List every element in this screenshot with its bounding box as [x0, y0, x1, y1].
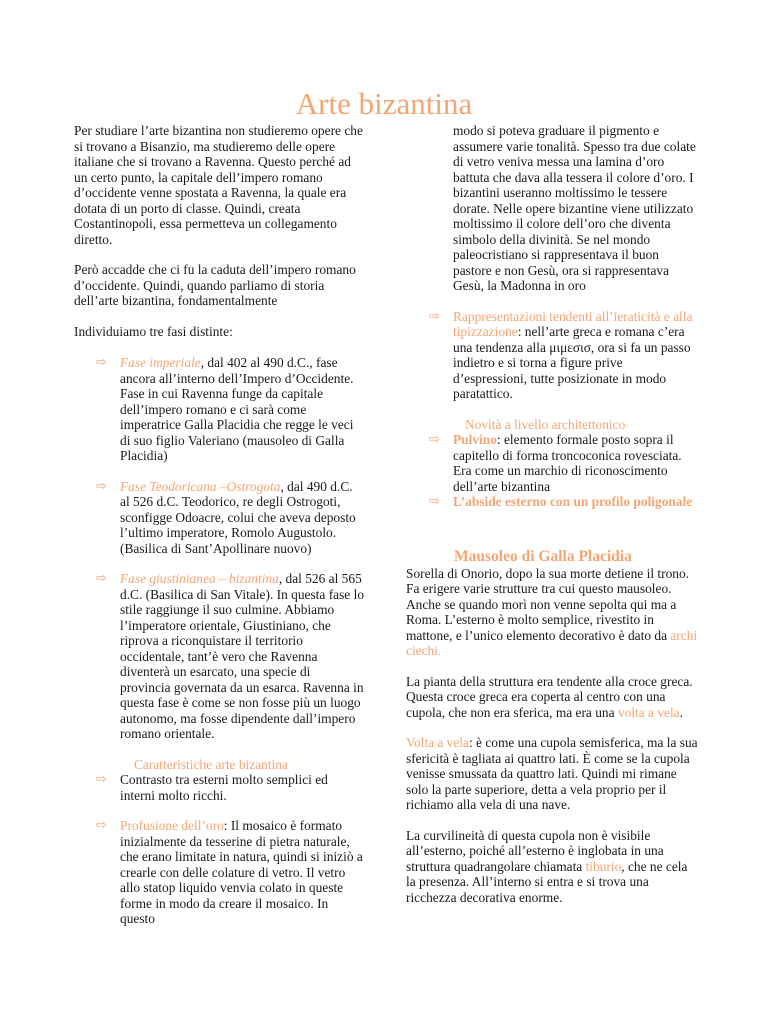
- arrow-icon: ⇨: [429, 432, 440, 447]
- features-subheading: Caratteristiche arte bizantina: [134, 756, 288, 772]
- left-column: [74, 123, 364, 927]
- feature-label: Pulvino: [453, 432, 497, 447]
- paragraph-text: : è come una cupola semisferica, ma la sua sfericità è tagliata ai quattro lati. È come se la cupola venisse smussata da quattro lati. Quindi mi rimane solo la parte superiore, detta a vela proprio per il richiamo alla vela di una nave.: [406, 735, 698, 812]
- highlight-volta-a-vela: Volta a vela: [406, 735, 469, 750]
- feature-label: Profusione dell’oro: [120, 818, 224, 833]
- page-title: Arte bizantina: [295, 86, 473, 121]
- feature-item-contrast: [74, 772, 364, 803]
- highlight-tiburio: tiburio: [585, 858, 622, 874]
- paragraph-text: La curvilineità di questa cupola non è visibile all’esterno, poiché all’esterno è inglobata in una struttura quadrangolare chiamata: [406, 827, 664, 874]
- mausoleo-paragraph-3: [406, 735, 698, 813]
- phase-item-giustinianea: [74, 571, 364, 742]
- feature-text: Contrasto tra esterni molto semplici ed interni molto ricchi.: [120, 772, 328, 803]
- phase-text: , dal 402 al 490 d.C., fase ancora all’interno dell’Impero d’Occidente. Fase in cui Ravenna funge da capitale dell’impero romano e ci sarà come imperatrice Galla Placidia che regge le veci di suo figlio Valeriano (mausoleo di Galla Placidia): [120, 355, 354, 463]
- arrow-icon: ⇨: [96, 571, 107, 586]
- arrow-icon: ⇨: [96, 355, 107, 370]
- mausoleo-paragraph-1: [406, 566, 698, 659]
- feature-item-representation: [406, 309, 698, 402]
- arrow-icon: ⇨: [429, 494, 440, 509]
- phase-label: Fase giustinianea – bizantina: [120, 571, 279, 586]
- gold-continuation: modo si poteva graduare il pigmento e assumere varie tonalità. Spesso tra due colate di vetro veniva messa una lamina d’oro battuta che dava alla tessera il colore d’oro. I bizantini useranno moltissimo le tessere dorate. Nelle opere bizantine viene utilizzato moltissimo il colore dell’oro che diventa simbolo della divinità. Se nel mondo paleocristiano si rappresentava il buon pastore e non Gesù, ora si rappresentava Gesù, la Madonna in oro: [453, 123, 696, 293]
- feature-text: : elemento formale posto sopra il capitello di forma troncoconica rovesciata. Era come un marchio di riconoscimento dell’arte bizantina: [453, 432, 682, 494]
- feature-label: Rappresentazioni tendenti all’ieraticità e alla tipizzazione: [453, 308, 693, 339]
- feature-item-gold: [74, 818, 364, 927]
- paragraph-end: .: [679, 704, 683, 720]
- phase-text: , dal 490 d.C. al 526 d.C. Teodorico, re degli Ostrogoti, sconfigge Odoacre, colui che aveva deposto l’ultimo imperatore, Romolo Augustolo. (Basilica di Sant’Apollinare nuovo): [120, 478, 356, 556]
- phase-label: Fase Teodoricana –Ostrogota: [120, 478, 281, 494]
- phases-intro: Individuiamo tre fasi distinte:: [74, 323, 233, 339]
- phase-item-teodoricana: [74, 479, 364, 557]
- intro-paragraph: Per studiare l’arte bizantina non studieremo opere che si trovano a Bisanzio, ma studieremo delle opere italiane che si trovano a Ravenna. Questo perché ad un certo punto, la capitale dell’impero romano d’occidente venne spostata a Ravenna, la quale era dotata di un porto di classe. Quindi, creata Costantinopoli, essa permetteva un collegamento diretto.: [74, 123, 363, 247]
- paragraph-text: Sorella di Onorio, dopo la sua morte detiene il trono. Fa erigere varie strutture tra cui questo mausoleo. Anche se quando morì non venne sepolta qui ma a Roma. L’esterno è molto semplice, rivestito in mattone, e l’unico elemento decorativo è dato da: [406, 565, 690, 643]
- fall-paragraph: Però accadde che ci fu la caduta dell’impero romano d’occidente. Quindi, quando parliamo di storia dell’arte bizantina, fondamentalmente: [74, 262, 356, 308]
- highlight-volta-a-vela: volta a vela: [617, 704, 680, 720]
- arrow-icon: ⇨: [96, 478, 107, 494]
- feature-text: L’abside esterno con un profilo poligonale: [453, 494, 693, 509]
- arrow-icon: ⇨: [96, 772, 107, 787]
- right-column: [406, 123, 698, 905]
- arrow-icon: ⇨: [429, 308, 440, 324]
- feature-item-abside: [406, 494, 698, 510]
- feature-text: : Il mosaico è formato inizialmente da tesserine di pietra naturale, che erano limitate in natura, quindi si iniziò a crearle con delle colature di vetro. Il vetro allo statop liquido venvia colato in queste forme in modo da creare il mosaico. In questo: [120, 818, 363, 926]
- mausoleo-heading: Mausoleo di Galla Placidia: [454, 547, 632, 565]
- feature-text: : nell’arte greca e romana c’era una tendenza alla μιμεσισ, ora si fa un passo indietro e si torna a figure prive d’espressioni, tutte posizionate in modo paratattico.: [453, 324, 691, 401]
- phase-label: Fase imperiale: [120, 355, 201, 370]
- paragraph-end: , che ne cela la presenza. All’interno si entra e si trova una ricchezza decorativa enorme.: [406, 858, 688, 905]
- arrow-icon: ⇨: [96, 818, 107, 833]
- architecture-subheading: Novità a livello architettonico: [465, 416, 626, 432]
- mausoleo-paragraph-4: [406, 828, 698, 906]
- feature-item-pulvino: [406, 432, 698, 494]
- mausoleo-paragraph-2: [406, 674, 698, 721]
- paragraph-text: La pianta della struttura era tendente alla croce greca. Questa croce greca era coperta al centro con una cupola, che non era sferica, ma era una: [406, 673, 693, 720]
- phase-text: , dal 526 al 565 d.C. (Basilica di San Vitale). In questa fase lo stile raggiunge il suo culmine. Abbiamo l’imperatore orientale, Giustiniano, che riprova a riconquistare il territorio occidentale, tant’è vero che Ravenna diventerà un esarcato, una specie di provincia governata da un esarca. Ravenna in questa fase è come se non fosse più un luogo autonomo, ma fosse dipendente dall’impero romano orientale.: [120, 571, 365, 741]
- phase-item-imperiale: [74, 355, 364, 464]
- highlight-archi-ciechi: archi ciechi.: [406, 627, 698, 658]
